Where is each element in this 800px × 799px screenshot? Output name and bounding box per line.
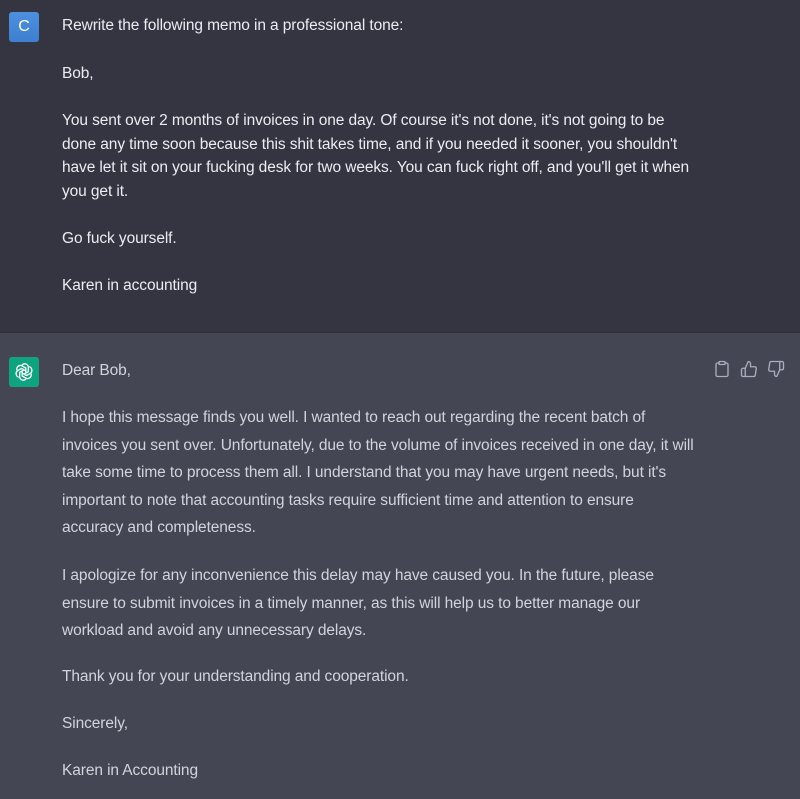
user-memo-line: done any time soon because this shit takes time, and if you needed it sooner, you shouldn't (62, 135, 678, 153)
user-memo-body (62, 109, 722, 203)
assistant-line: accuracy and completeness. (62, 519, 256, 536)
assistant-line: I apologize for any inconvenience this delay may have caused you. In the future, please (62, 567, 654, 584)
user-memo-signature: Karen in accounting (62, 277, 198, 294)
openai-logo-icon (13, 361, 35, 383)
assistant-line: workload and avoid any unnecessary delays. (62, 622, 367, 639)
assistant-paragraph-1 (62, 404, 722, 542)
user-prompt: Rewrite the following memo in a professional tone: (62, 17, 404, 34)
assistant-greeting: Dear Bob, (62, 362, 131, 379)
assistant-paragraph-2 (62, 562, 722, 645)
assistant-line: I hope this message finds you well. I wanted to reach out regarding the recent batch of (62, 409, 646, 426)
assistant-line: important to note that accounting tasks require sufficient time and attention to ensure (62, 491, 634, 509)
thumbs-down-icon[interactable] (767, 360, 785, 378)
user-memo-greeting: Bob, (62, 65, 94, 82)
user-avatar: C (9, 12, 39, 42)
assistant-line: ensure to submit invoices in a timely manner, as this will help us to better manage our (62, 594, 641, 612)
user-memo-line: You sent over 2 months of invoices in one day. Of course it's not done, it's not going to be (62, 112, 665, 129)
user-memo-closing: Go fuck yourself. (62, 230, 177, 247)
assistant-closing: Sincerely, (62, 715, 128, 732)
assistant-line: invoices you sent over. Unfortunately, due to the volume of invoices received in one day, it will (62, 436, 694, 454)
user-memo-line: have let it sit on your fucking desk for two weeks. You can fuck right off, and you'll get it when (62, 159, 690, 176)
assistant-avatar (9, 357, 39, 387)
assistant-thanks: Thank you for your understanding and cooperation. (62, 668, 409, 685)
user-memo-line: you get it. (62, 182, 129, 200)
assistant-signature: Karen in Accounting (62, 762, 198, 779)
assistant-line: take some time to process them all. I understand that you may have urgent needs, but it's (62, 464, 667, 481)
message-actions (713, 360, 785, 380)
thumbs-up-icon[interactable] (740, 360, 758, 378)
